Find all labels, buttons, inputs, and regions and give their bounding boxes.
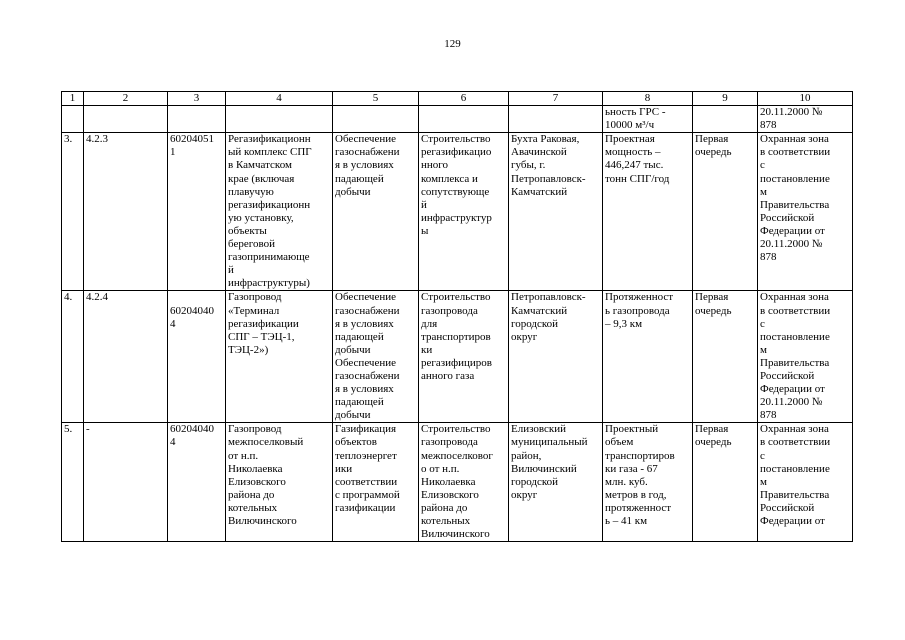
cell-line: 878: [760, 409, 777, 422]
cell-line: береговой: [228, 238, 275, 251]
cell-line: Елизовского: [228, 475, 286, 488]
table-cell-c7: [509, 423, 603, 542]
cell-line: Вилючинского: [421, 528, 490, 541]
table-row: [62, 106, 853, 133]
cell-line: Строительство: [421, 423, 491, 436]
table-body: [62, 106, 853, 542]
table-cell-c7: [509, 291, 603, 423]
column-header: 2: [84, 92, 168, 106]
cell-line: ую установку,: [228, 211, 294, 224]
table-cell-c6: [419, 106, 509, 133]
cell-line: для: [421, 317, 438, 330]
table-cell-c8: [603, 291, 693, 423]
cell-line: Правительства: [760, 488, 830, 501]
cell-line: Федерации от: [760, 224, 825, 237]
cell-line: ы: [421, 224, 429, 237]
table-cell-c8: [603, 133, 693, 291]
table-cell-c10: [758, 423, 853, 542]
cell-line: инфраструктур: [421, 211, 492, 224]
table-cell-c2: [84, 106, 168, 133]
cell-line: район,: [511, 449, 542, 462]
cell-line: округ: [511, 330, 538, 343]
cell-line: муниципальный: [511, 436, 588, 449]
cell-line: ТЭЦ-2»): [228, 343, 269, 356]
cell-line: ки: [421, 343, 433, 356]
cell-line: 60204051: [170, 133, 214, 146]
cell-line: транспортиров: [605, 449, 675, 462]
cell-line: газоснабжени: [335, 146, 400, 159]
cell-line: м: [760, 475, 767, 488]
cell-line: «Терминал: [228, 304, 280, 317]
cell-line: й: [228, 264, 234, 277]
cell-line: крае (включая: [228, 172, 295, 185]
cell-line: добычи: [335, 185, 371, 198]
cell-line: ьность ГРС -: [605, 106, 666, 119]
column-header: 8: [603, 92, 693, 106]
document-table: [61, 91, 853, 542]
cell-line: 878: [760, 251, 777, 264]
cell-line: соответствии: [335, 475, 398, 488]
column-header: 4: [226, 92, 333, 106]
cell-line: Правительства: [760, 198, 830, 211]
cell-line: Газопровод: [228, 291, 282, 304]
table-cell-c10: [758, 133, 853, 291]
cell-line: постановление: [760, 462, 830, 475]
cell-line: м: [760, 185, 767, 198]
cell-line: Регазификационн: [228, 133, 311, 146]
cell-line: района до: [421, 501, 468, 514]
table-cell-c9: [693, 291, 758, 423]
cell-line: м: [760, 343, 767, 356]
table-cell-c1: 5.: [62, 423, 84, 542]
cell-line: СПГ – ТЭЦ-1,: [228, 330, 295, 343]
table-cell-c2: -: [84, 423, 168, 542]
table-cell-c6: [419, 133, 509, 291]
cell-line: 20.11.2000 №: [760, 396, 823, 409]
cell-line: городской: [511, 475, 559, 488]
table-cell-c8: [603, 423, 693, 542]
cell-line: Проектный: [605, 423, 659, 436]
cell-line: от н.п.: [228, 449, 259, 462]
cell-line: с: [760, 317, 765, 330]
cell-line: падающей: [335, 172, 384, 185]
cell-line: Газопровод: [228, 423, 282, 436]
table-cell-c3: [168, 133, 226, 291]
column-header: 5: [333, 92, 419, 106]
cell-line: падающей: [335, 330, 384, 343]
cell-line: объектов: [335, 436, 377, 449]
cell-line: Петропавловск-: [511, 172, 586, 185]
cell-line: газоснабжени: [335, 369, 400, 382]
cell-line: теплоэнергет: [335, 449, 397, 462]
table-cell-c2: 4.2.3: [84, 133, 168, 291]
table-header-row: [62, 92, 853, 106]
cell-line: Федерации от: [760, 383, 825, 396]
cell-line: ики: [335, 462, 353, 475]
table-cell-c3: [168, 106, 226, 133]
cell-line: ки газа - 67: [605, 462, 658, 475]
cell-line: 446,247 тыс.: [605, 159, 664, 172]
cell-line: в соответствии: [760, 304, 831, 317]
cell-line: тонн СПГ/год: [605, 172, 670, 185]
cell-line: транспортиров: [421, 330, 491, 343]
table-cell-c10: [758, 106, 853, 133]
cell-line: округ: [511, 488, 538, 501]
table-cell-c3: [168, 423, 226, 542]
cell-line: 1: [170, 146, 176, 159]
cell-line: 20.11.2000 №: [760, 238, 823, 251]
column-header: 3: [168, 92, 226, 106]
cell-line: регазификации: [228, 317, 299, 330]
cell-line: района до: [228, 488, 275, 501]
cell-line: добычи: [335, 343, 371, 356]
table-cell-c9: [693, 423, 758, 542]
cell-line: анного газа: [421, 369, 475, 382]
cell-line: Вилючинского: [228, 515, 297, 527]
cell-line: я в условиях: [335, 383, 394, 396]
cell-line: добычи: [335, 409, 371, 422]
cell-line: Первая: [695, 291, 729, 304]
cell-line: Российской: [760, 369, 815, 382]
cell-line: Первая: [695, 133, 729, 146]
cell-line: котельных: [421, 515, 471, 527]
cell-line: й: [421, 198, 427, 211]
cell-line: объекты: [228, 224, 267, 237]
cell-line: нного: [421, 159, 449, 172]
table-cell-c5: [333, 423, 419, 542]
table-row: [62, 133, 853, 291]
cell-line: Строительство: [421, 133, 491, 146]
cell-line: мощность –: [605, 146, 661, 159]
cell-line: протяженност: [605, 501, 672, 514]
cell-line: котельных: [228, 501, 278, 514]
column-header: 10: [758, 92, 853, 106]
table-cell-c2: 4.2.4: [84, 291, 168, 423]
table-cell-c5: [333, 291, 419, 423]
cell-line: сопутствующе: [421, 185, 490, 198]
cell-line: регазификацио: [421, 146, 492, 159]
table-cell-c8: [603, 106, 693, 133]
cell-line: Петропавловск-: [511, 291, 586, 304]
cell-line: – 9,3 км: [605, 317, 643, 330]
cell-line: Охранная зона: [760, 423, 829, 436]
cell-line: городской: [511, 317, 559, 330]
cell-line: в соответствии: [760, 146, 831, 159]
cell-line: газопровода: [421, 304, 478, 317]
cell-line: Николаевка: [228, 462, 283, 475]
cell-line: Российской: [760, 211, 815, 224]
cell-line: Авачинской: [511, 146, 567, 159]
cell-line: очередь: [695, 436, 732, 449]
cell-line: очередь: [695, 304, 732, 317]
cell-line: 4: [170, 436, 176, 449]
cell-line: в Камчатском: [228, 159, 292, 172]
cell-line: газоснабжени: [335, 304, 400, 317]
cell-line: очередь: [695, 146, 732, 159]
table-cell-c5: [333, 106, 419, 133]
cell-line: инфраструктуры): [228, 277, 310, 290]
cell-line: Протяженност: [605, 291, 674, 304]
cell-line: постановление: [760, 172, 830, 185]
cell-line: губы, г.: [511, 159, 546, 172]
table-cell-c7: [509, 106, 603, 133]
cell-line: Проектная: [605, 133, 655, 146]
cell-line: Федерации от: [760, 515, 825, 527]
table-cell-c9: [693, 133, 758, 291]
cell-line: в соответствии: [760, 436, 831, 449]
cell-line: Вилючинский: [511, 462, 577, 475]
cell-line: 60204040: [170, 304, 214, 317]
table-cell-c5: [333, 133, 419, 291]
table-cell-c6: [419, 423, 509, 542]
cell-line: Камчатский: [511, 185, 568, 198]
cell-line: Елизовский: [511, 423, 567, 436]
cell-line: Охранная зона: [760, 291, 829, 304]
table-cell-c10: [758, 291, 853, 423]
column-header: 9: [693, 92, 758, 106]
cell-line: метров в год,: [605, 488, 667, 501]
cell-line: газопровода: [421, 436, 478, 449]
cell-line: ь – 41 км: [605, 515, 648, 527]
cell-line: плавучую: [228, 185, 274, 198]
table-cell-c1: [62, 106, 84, 133]
cell-line: ый комплекс СПГ: [228, 146, 312, 159]
column-header: 1: [62, 92, 84, 106]
page-number: 129: [444, 38, 461, 50]
table-cell-c9: [693, 106, 758, 133]
table-cell-c1: 3.: [62, 133, 84, 291]
table-cell-c1: 4.: [62, 291, 84, 423]
cell-line: 20.11.2000 №: [760, 106, 823, 119]
cell-line: Правительства: [760, 356, 830, 369]
table-row: [62, 423, 853, 542]
cell-line: я в условиях: [335, 317, 394, 330]
cell-line: Газификация: [335, 423, 397, 436]
cell-line: млн. куб.: [605, 475, 648, 488]
column-header: 7: [509, 92, 603, 106]
cell-line: постановление: [760, 330, 830, 343]
cell-line: 60204040: [170, 423, 214, 436]
cell-line: Елизовского: [421, 488, 479, 501]
cell-line: Обеспечение: [335, 133, 396, 146]
column-header: 6: [419, 92, 509, 106]
cell-line: [170, 291, 223, 304]
cell-line: газификации: [335, 501, 396, 514]
cell-line: с: [760, 449, 765, 462]
cell-line: Камчатский: [511, 304, 568, 317]
cell-line: Николаевка: [421, 475, 476, 488]
cell-line: Строительство: [421, 291, 491, 304]
cell-line: газопринимающе: [228, 251, 310, 264]
cell-line: с: [760, 159, 765, 172]
table-cell-c4: [226, 291, 333, 423]
table-cell-c4: [226, 423, 333, 542]
table-cell-c7: [509, 133, 603, 291]
cell-line: Обеспечение: [335, 291, 396, 304]
cell-line: Российской: [760, 501, 815, 514]
table-row: [62, 291, 853, 423]
cell-line: регазификационн: [228, 198, 311, 211]
cell-line: регазифициров: [421, 356, 492, 369]
cell-line: 4: [170, 317, 176, 330]
cell-line: я в условиях: [335, 159, 394, 172]
cell-line: с программой: [335, 488, 400, 501]
cell-line: Обеспечение: [335, 356, 396, 369]
cell-line: Первая: [695, 423, 729, 436]
table-cell-c4: [226, 106, 333, 133]
table-cell-c4: [226, 133, 333, 291]
cell-line: межпоселковог: [421, 449, 493, 462]
cell-line: межпоселковый: [228, 436, 304, 449]
cell-line: комплекса и: [421, 172, 478, 185]
cell-line: падающей: [335, 396, 384, 409]
cell-line: 878: [760, 119, 777, 132]
cell-line: Охранная зона: [760, 133, 829, 146]
table-cell-c6: [419, 291, 509, 423]
cell-line: Бухта Раковая,: [511, 133, 580, 146]
cell-line: 10000 м³/ч: [605, 119, 655, 132]
table-cell-c3: [168, 291, 226, 423]
cell-line: объем: [605, 436, 634, 449]
cell-line: о от н.п.: [421, 462, 460, 475]
cell-line: ь газопровода: [605, 304, 670, 317]
